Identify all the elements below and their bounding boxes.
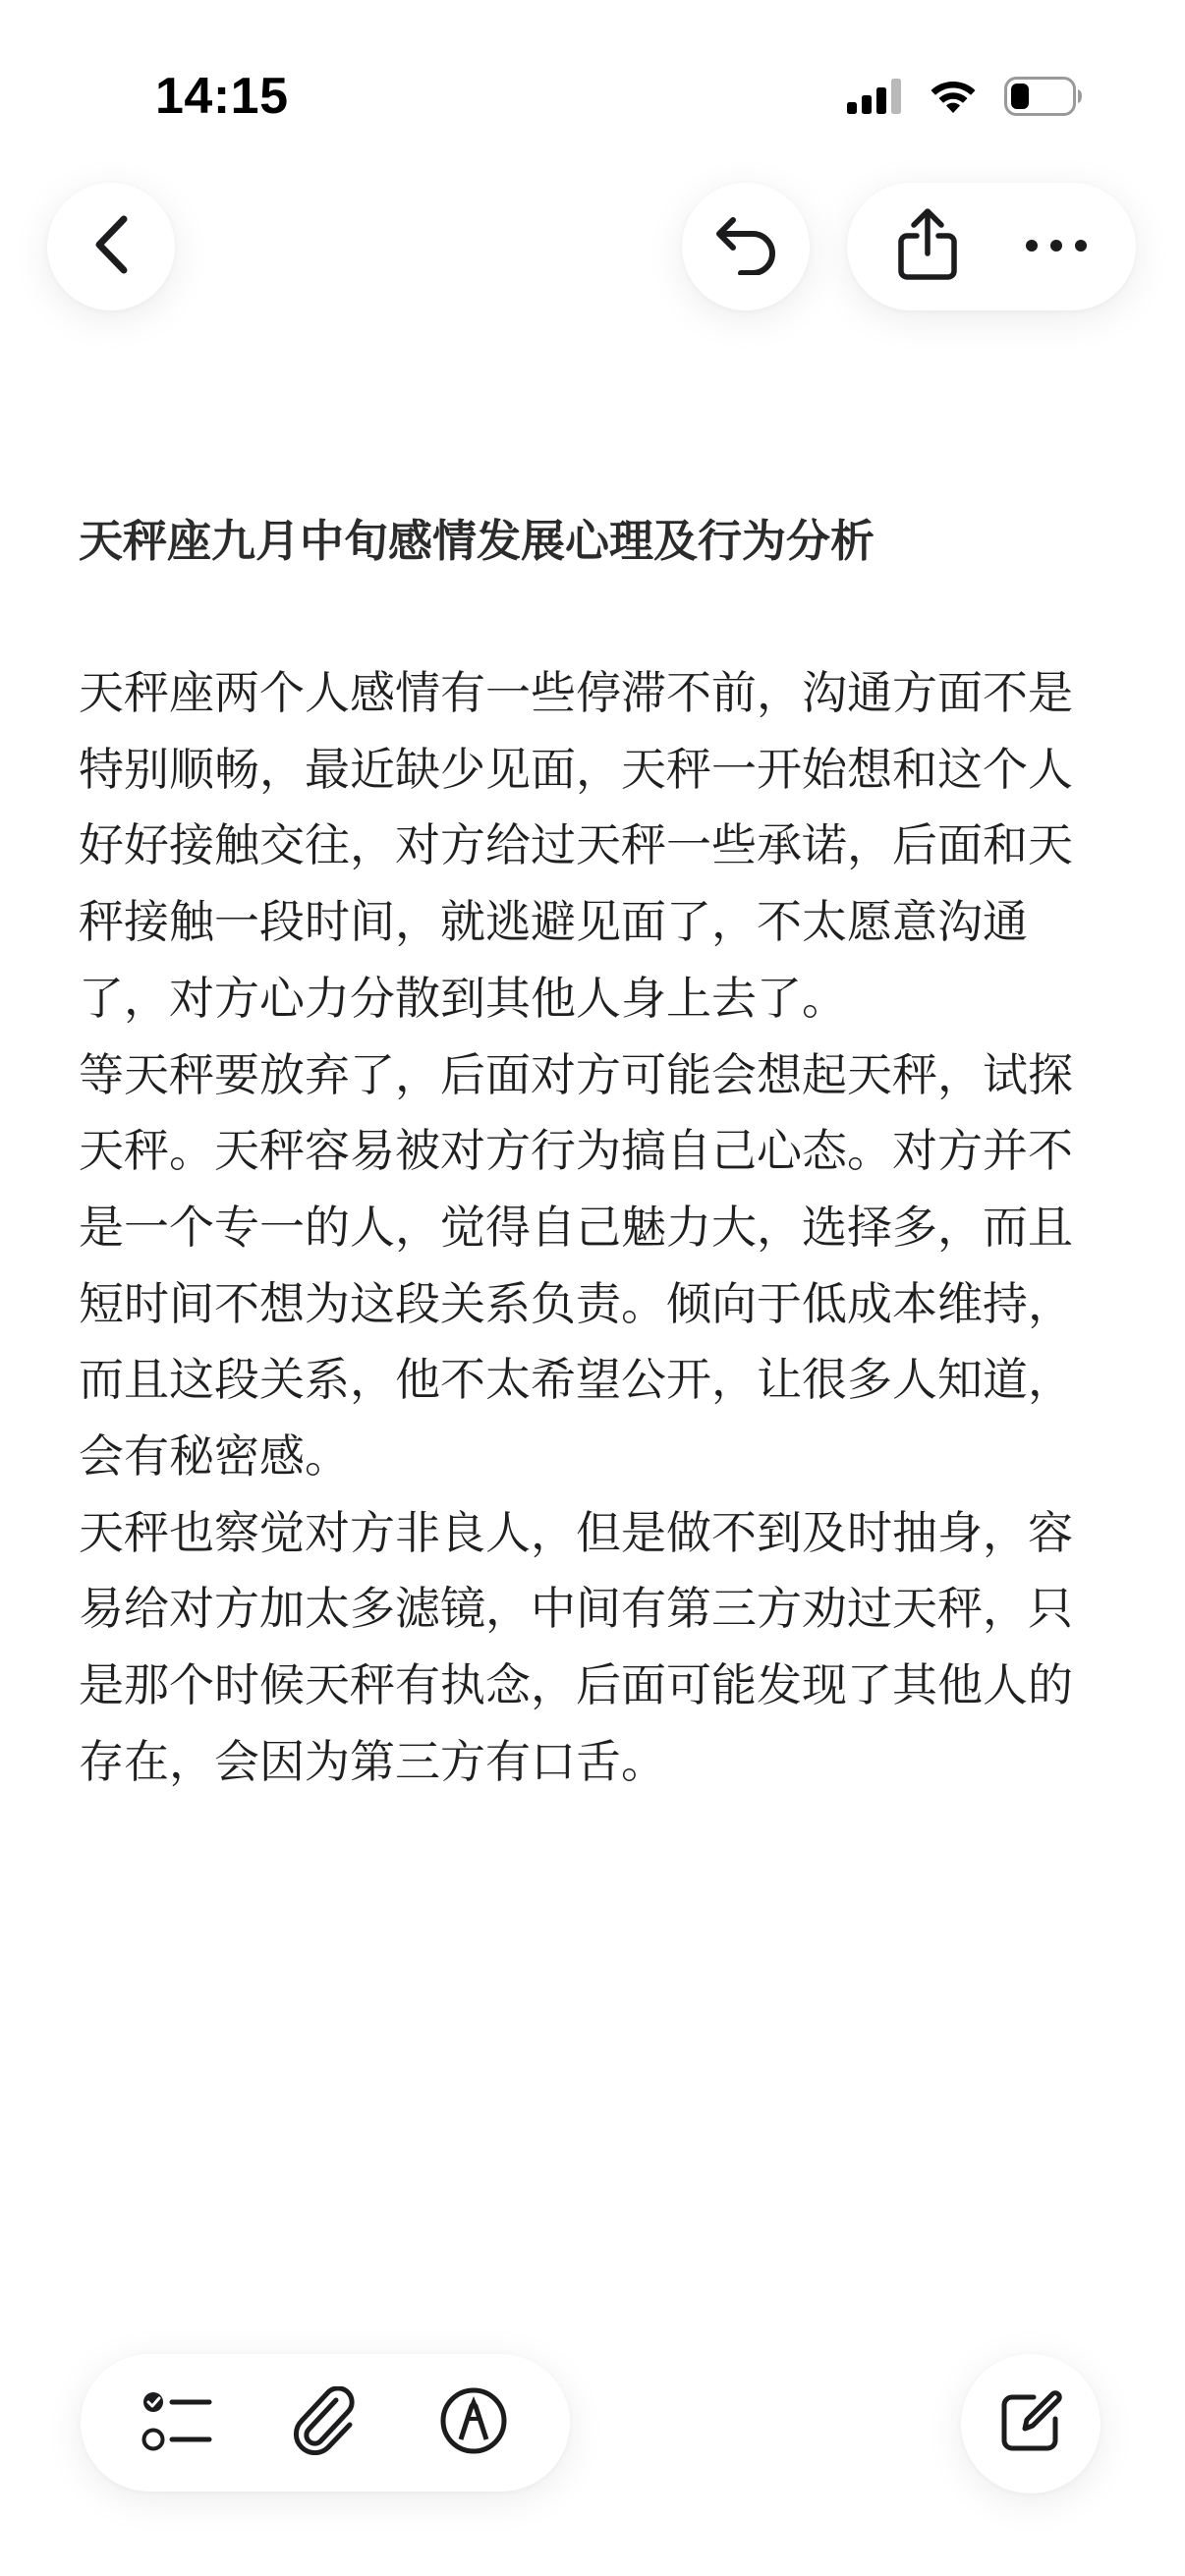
checklist-icon — [141, 2388, 213, 2457]
bottom-toolbar — [81, 2354, 570, 2492]
wifi-icon — [928, 78, 979, 115]
status-icons — [847, 71, 1083, 122]
markup-button[interactable] — [415, 2364, 533, 2482]
note-body[interactable] — [79, 655, 1106, 1801]
status-time: 14:15 — [155, 68, 289, 125]
pen-markup-icon — [439, 2386, 508, 2459]
note-content[interactable] — [79, 503, 1106, 1801]
compose-button[interactable] — [961, 2354, 1100, 2493]
cellular-signal-icon — [847, 79, 902, 114]
share-button[interactable] — [869, 188, 987, 306]
checklist-button[interactable] — [118, 2364, 236, 2482]
note-title[interactable]: 天秤座九月中旬感情发展心理及行为分析 — [79, 515, 875, 567]
paperclip-icon — [293, 2386, 358, 2459]
note-paragraph[interactable]: 等天秤要放弃了，后面对方可能会想起天秤，试探天秤。天秤容易被对方行为搞自己心态。对方并不是一个专一的人，觉得自己魅力大，选择多，而且短时间不想为这段关系负责。倾向于低成本维持，而且这段关系，他不太希望公开，让很多人知道，会有秘密感。 — [79, 1047, 1073, 1484]
undo-button[interactable] — [682, 183, 810, 310]
undo-icon — [713, 214, 778, 279]
more-button[interactable] — [997, 188, 1115, 306]
share-icon — [897, 208, 958, 285]
battery-icon — [1004, 77, 1083, 116]
note-paragraph[interactable]: 天秤座两个人感情有一些停滞不前，沟通方面不是特别顺畅，最近缺少见面，天秤一开始想和这个人好好接触交往，对方给过天秤一些承诺，后面和天秤接触一段时间，就逃避见面了，不太愿意沟通了，对方心力分散到其他人身上去了。 — [79, 666, 1073, 1025]
attachment-button[interactable] — [266, 2364, 384, 2482]
compose-icon — [998, 2389, 1063, 2458]
status-bar — [0, 0, 1185, 187]
back-button[interactable] — [47, 183, 175, 310]
ellipsis-icon — [1025, 238, 1088, 256]
note-paragraph[interactable]: 天秤也察觉对方非良人，但是做不到及时抽身，容易给对方加太多滤镜，中间有第三方劝过天秤，只是那个时候天秤有执念，后面可能发现了其他人的存在，会因为第三方有口舌。 — [79, 1505, 1073, 1788]
chevron-left-icon — [91, 213, 131, 280]
share-more-group — [847, 183, 1136, 310]
